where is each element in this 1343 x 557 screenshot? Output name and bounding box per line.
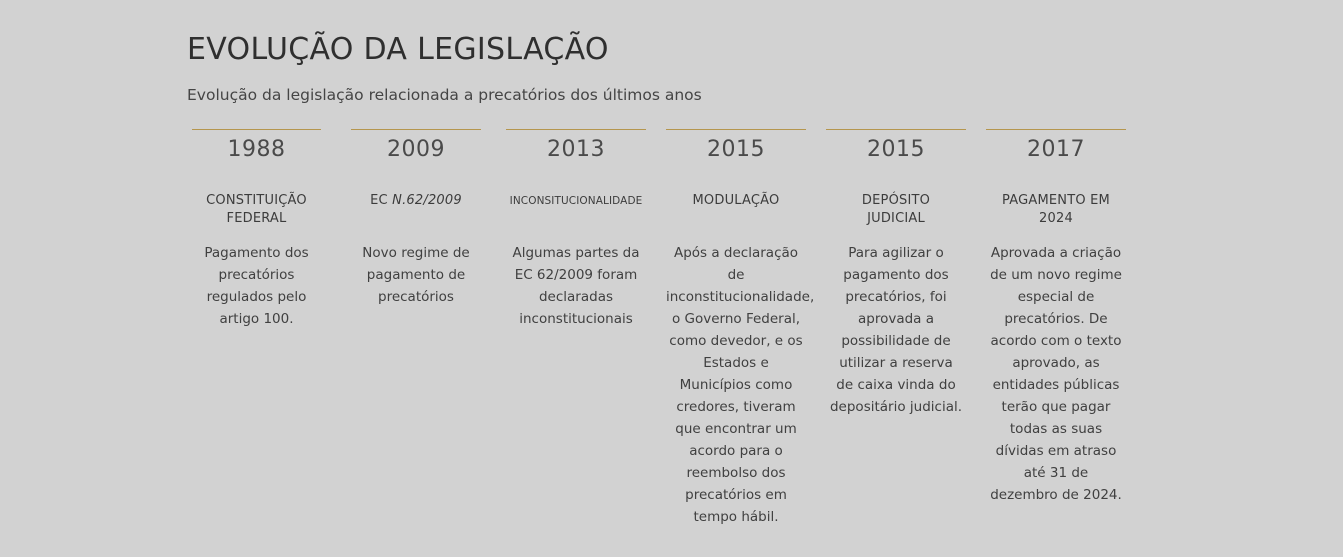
timeline-description: Aprovada a criação de um novo regime especial de precatórios. De acordo com o texto aprovado, as entidades públicas terão que pagar todas as suas dívidas em atraso até 31 de dezembro de 2024.: [990, 245, 1122, 503]
timeline-year: 2017: [1027, 137, 1085, 162]
timeline-description: Após a declaração de inconstitucionalidade, o Governo Federal, como devedor, e os Estados e Municípios como credores, tiveram que encontrar um acordo para o reembolso dos precatórios em tempo hábil.: [666, 245, 815, 525]
timeline-name: INCONSITUCIONALIDADE: [509, 195, 643, 207]
timeline-item-2015-modulacao: [666, 129, 815, 528]
timeline-description: Algumas partes da EC 62/2009 foram declaradas inconstitucionais: [512, 245, 640, 327]
timeline-name: DEPÓSITO JUDICIAL: [861, 193, 931, 226]
timeline-description: Novo regime de pagamento de precatórios: [362, 245, 470, 305]
timeline-name: CONSTITUIÇÃO FEDERAL: [206, 193, 307, 226]
legislation-section: [187, 30, 1147, 106]
timeline-name: [351, 192, 481, 228]
section-subtitle: Evolução da legislação relacionada a precatórios dos últimos anos: [187, 86, 702, 104]
timeline-item-2015-deposito: [826, 129, 966, 418]
timeline-year: 2015: [707, 137, 765, 162]
timeline-year: 2009: [387, 137, 445, 162]
timeline-name: MODULAÇÃO: [692, 193, 780, 208]
timeline-name-emphasis: N.62/2009: [392, 193, 462, 208]
timeline-description: Pagamento dos precatórios regulados pelo artigo 100.: [204, 245, 309, 327]
timeline-name: PAGAMENTO EM 2024: [1002, 193, 1110, 226]
timeline-year: 2015: [867, 137, 925, 162]
timeline-item-2017: [986, 129, 1126, 506]
timeline-item-2013: [506, 129, 646, 330]
timeline-item-2009: [351, 129, 481, 308]
timeline-description: Para agilizar o pagamento dos precatórios, foi aprovada a possibilidade de utilizar a reserva de caixa vinda do depositário judicial.: [829, 245, 963, 415]
timeline-year: 1988: [227, 137, 286, 162]
timeline: [0, 129, 1343, 529]
timeline-item-1988: [192, 129, 321, 330]
timeline-year: 2013: [547, 137, 605, 162]
timeline-name-prefix: EC: [370, 193, 393, 208]
section-title: EVOLUÇÃO DA LEGISLAÇÃO: [187, 32, 609, 67]
